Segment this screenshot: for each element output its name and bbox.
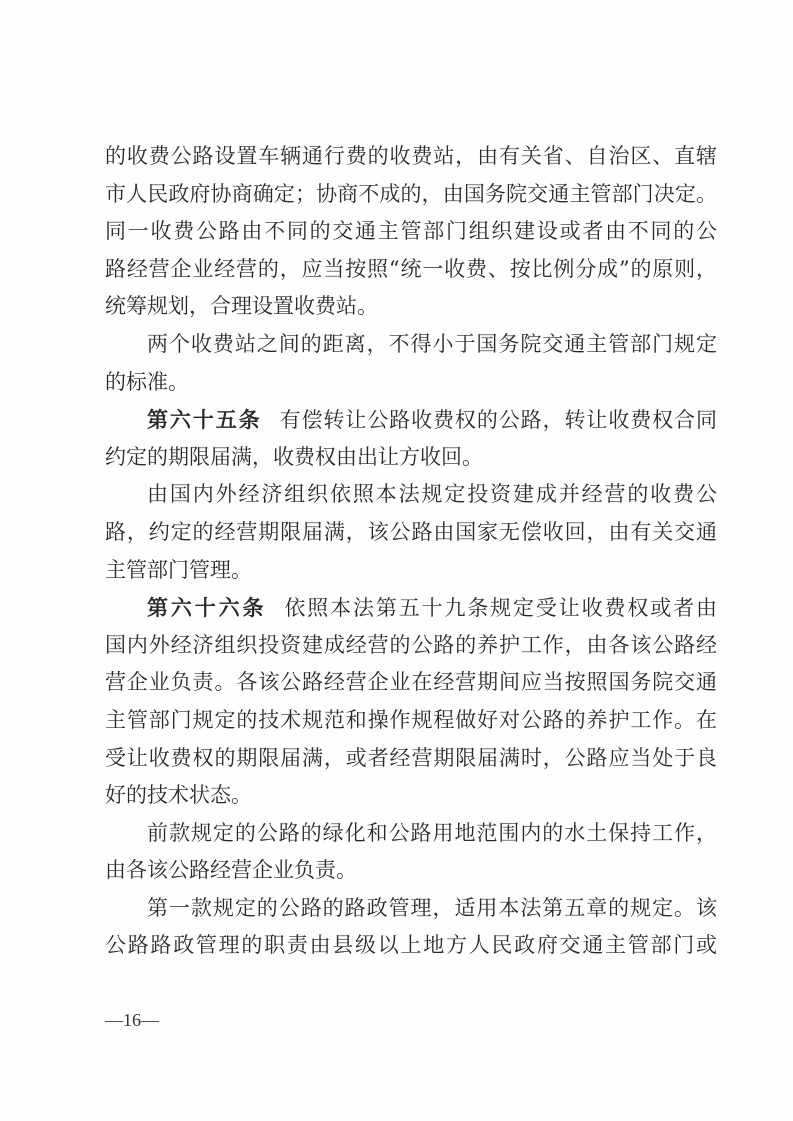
text-line: 主管部门管理。 (105, 557, 252, 582)
text-line: 约定的期限届满，收费权由出让方收回。 (105, 444, 483, 469)
body-text (105, 138, 717, 965)
text-line: 营企业负责。各该公路经营企业在经营期间应当按照国务院交通 (105, 670, 717, 695)
text-line: 同一收费公路由不同的交通主管部门组织建设或者由不同的公 (105, 219, 717, 244)
text-line: 国内外经济组织投资建成经营的公路的养护工作，由各该公路经 (105, 632, 717, 657)
article-65-first-line (105, 401, 717, 439)
text-line: 公路路政管理的职责由县级以上地方人民政府交通主管部门或 (105, 933, 717, 958)
page-number: —16— (105, 1010, 159, 1030)
text-line: 由各该公路经营企业负责。 (105, 858, 357, 883)
text-line: 统筹规划，合理设置收费站。 (105, 294, 378, 319)
text-line: 受让收费权的期限届满，或者经营期限届满时，公路应当处于良 (105, 745, 717, 770)
text-line: 主管部门规定的技术规范和操作规程做好对公路的养护工作。在 (105, 707, 717, 732)
text-line: 路经营企业经营的，应当按照“统一收费、按比例分成”的原则， (105, 256, 717, 281)
text-line: 由国内外经济组织依照本法规定投资建成并经营的收费公 (147, 482, 717, 507)
text-line: 有偿转让公路收费权的公路，转让收费权合同 (279, 408, 718, 433)
text-line: 前款规定的公路的绿化和公路用地范围内的水土保持工作， (147, 820, 717, 845)
text-line: 市人民政府协商确定；协商不成的，由国务院交通主管部门决定。 (105, 181, 717, 206)
article-65-heading: 第六十五条 (147, 407, 262, 433)
text-line: 依照本法第五十九条规定受让收费权或者由 (284, 596, 718, 621)
text-line: 路，约定的经营期限届满，该公路由国家无偿收回，由有关交通 (105, 519, 717, 544)
article-66-first-line (105, 589, 717, 627)
article-66-heading: 第六十六条 (147, 595, 267, 621)
text-line: 的标准。 (105, 369, 189, 394)
text-line: 好的技术状态。 (105, 783, 252, 808)
text-line: 第一款规定的公路的路政管理，适用本法第五章的规定。该 (147, 895, 717, 920)
text-line: 的收费公路设置车辆通行费的收费站，由有关省、自治区、直辖 (105, 144, 717, 168)
text-line: 两个收费站之间的距离，不得小于国务院交通主管部门规定 (147, 331, 717, 356)
